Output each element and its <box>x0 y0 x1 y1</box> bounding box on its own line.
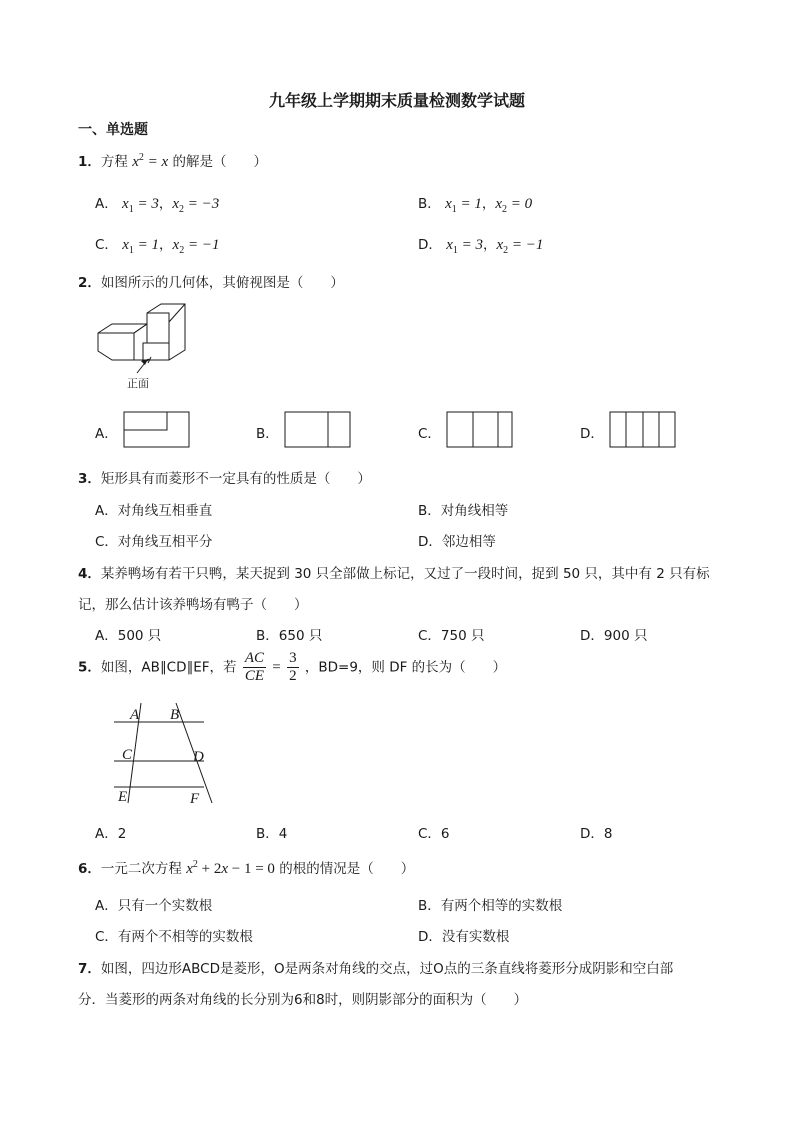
equals-sign: = <box>272 659 281 676</box>
option-letter: C． <box>418 426 441 442</box>
stem-text: 矩形具有而菱形不一定具有的性质是（ ） <box>100 471 371 487</box>
stem-text: 方程 <box>100 154 128 170</box>
option-a[interactable]: A． $x_1 = 3$，$x_2 = -3$ <box>95 196 220 215</box>
option-a-figure <box>123 411 191 449</box>
point-label-b: B <box>170 707 180 723</box>
option-value: −1 <box>201 237 220 253</box>
question-number: 5． <box>78 659 101 676</box>
fraction-numerator: 3 <box>289 650 297 666</box>
question-number: 7． <box>78 961 101 977</box>
question-number: 1． <box>78 154 101 170</box>
stem-text: 如图，四边形ABCD是菱形，O是两条对角线的交点，过O点的三条直线将菱形分成阴影和空白部 <box>100 961 674 977</box>
option-letter: B． <box>256 426 279 442</box>
option-value: 1 <box>151 237 160 253</box>
option-d[interactable]: D． $x_1 = 3$，$x_2 = -1$ <box>418 237 544 256</box>
stem-text: ，BD=9，则 DF 的长为（ ） <box>304 659 507 676</box>
point-label-d: D <box>193 749 204 765</box>
question-7-stem <box>78 957 673 977</box>
option-letter: C． <box>95 237 118 253</box>
question-5-stem <box>78 650 506 685</box>
option-value: 1 <box>474 196 482 212</box>
point-label-e: E <box>118 789 128 805</box>
fraction-denominator: 2 <box>289 668 297 684</box>
option-b[interactable]: B． $x_1 = 1$，$x_2 = 0$ <box>418 196 533 215</box>
point-label-c: C <box>122 747 133 763</box>
option-value: 3 <box>151 196 159 212</box>
option-b[interactable]: B．对角线相等 <box>418 503 509 519</box>
section-heading: 一、单选题 <box>78 122 148 138</box>
option-letter: B． <box>418 196 441 212</box>
fraction-numerator: AC <box>244 650 264 666</box>
option-a[interactable]: A．2 <box>95 826 127 842</box>
option-c[interactable] <box>418 422 441 442</box>
solid-figure <box>95 303 195 393</box>
question-number: 2． <box>78 275 101 291</box>
page-title: 九年级上学期期末质量检测数学试题 <box>268 91 525 110</box>
fraction-denominator: CE <box>244 668 264 684</box>
option-a[interactable]: A．对角线互相垂直 <box>95 503 213 519</box>
option-c[interactable]: C．6 <box>418 826 450 842</box>
option-c[interactable]: C． $x_1 = 1$，$x_2 = -1$ <box>95 237 220 256</box>
stem-text: 的解是（ ） <box>172 154 267 170</box>
parallel-lines-figure <box>110 703 220 809</box>
question-4-stem <box>78 562 710 582</box>
option-b[interactable]: B．650 只 <box>256 628 323 644</box>
option-value: 3 <box>475 237 483 253</box>
question-number: 3． <box>78 471 101 487</box>
option-a[interactable]: A．500 只 <box>95 628 162 644</box>
option-d[interactable] <box>580 422 604 442</box>
question-6-stem <box>78 857 414 878</box>
option-letter: D． <box>418 237 442 253</box>
option-b-figure <box>284 411 352 449</box>
option-value: −3 <box>201 196 220 212</box>
equation: $x^2 + 2x - 1 = 0$ <box>186 859 275 877</box>
stem-text: 分．当菱形的两条对角线的长分别为6和8时，则阴影部分的面积为（ ） <box>78 992 528 1008</box>
option-d[interactable]: D．8 <box>580 826 613 842</box>
point-label-a: A <box>130 707 140 723</box>
question-2-stem <box>78 271 344 291</box>
option-c[interactable]: C．750 只 <box>418 628 485 644</box>
question-number: 6． <box>78 861 101 877</box>
option-b[interactable]: B．4 <box>256 826 288 842</box>
stem-text: 的根的情况是（ ） <box>279 861 415 877</box>
value-fraction <box>287 650 299 685</box>
option-value: −1 <box>525 237 544 253</box>
option-c-figure <box>446 411 514 449</box>
stem-text: 如图，AB∥CD∥EF，若 <box>100 659 237 676</box>
option-letter: A． <box>95 426 118 442</box>
option-d[interactable]: D．900 只 <box>580 628 648 644</box>
question-3-stem <box>78 467 371 487</box>
option-letter: D． <box>580 426 604 442</box>
option-c[interactable]: C．有两个不相等的实数根 <box>95 929 253 945</box>
stem-text: 一元二次方程 <box>100 861 182 877</box>
option-letter: A． <box>95 196 118 212</box>
point-label-f: F <box>190 791 200 807</box>
stem-text: 如图所示的几何体，其俯视图是（ ） <box>100 275 344 291</box>
question-1-stem <box>78 150 267 171</box>
front-label: 正面 <box>127 377 149 390</box>
option-d[interactable]: D．邻边相等 <box>418 534 496 550</box>
option-c[interactable]: C．对角线互相平分 <box>95 534 213 550</box>
option-a[interactable]: A．只有一个实数根 <box>95 898 213 914</box>
option-d-figure <box>609 411 677 449</box>
option-value: 0 <box>524 196 533 212</box>
option-d[interactable]: D．没有实数根 <box>418 929 510 945</box>
ratio-fraction <box>243 650 266 685</box>
stem-text: 某养鸭场有若干只鸭，某天捉到 30 只全部做上标记，又过了一段时间，捉到 50 只，其中有 2 只有标 <box>100 566 710 582</box>
option-a[interactable] <box>95 422 118 442</box>
question-number: 4． <box>78 566 101 582</box>
stem-text: 记，那么估计该养鸭场有鸭子（ ） <box>78 597 308 613</box>
equation: $x^2 = x$ <box>132 152 169 170</box>
option-b[interactable] <box>256 422 279 442</box>
option-b[interactable]: B．有两个相等的实数根 <box>418 898 563 914</box>
